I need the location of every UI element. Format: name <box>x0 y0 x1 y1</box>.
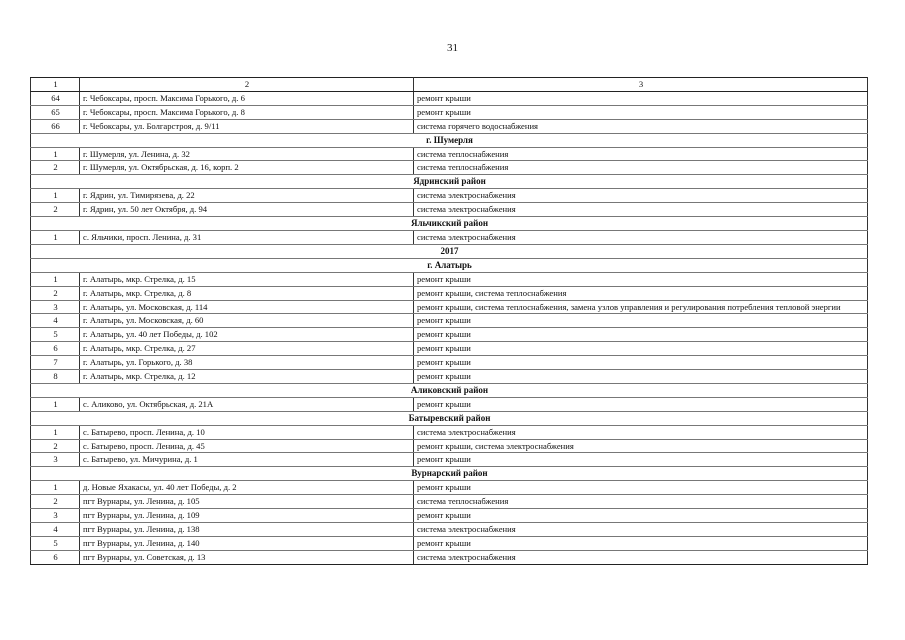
section-title: 2017 <box>31 244 868 258</box>
work-type-cell: ремонт крыши <box>414 536 868 550</box>
table-row <box>31 425 868 439</box>
row-number: 2 <box>31 286 80 300</box>
table-row <box>31 161 868 175</box>
column-header-1: 1 <box>31 78 80 92</box>
address-cell: г. Алатырь, ул. Горького, д. 38 <box>80 356 414 370</box>
row-number: 5 <box>31 328 80 342</box>
row-number: 2 <box>31 203 80 217</box>
table-row <box>31 286 868 300</box>
address-cell: с. Батырево, просп. Ленина, д. 45 <box>80 439 414 453</box>
address-cell: пгт Вурнары, ул. Ленина, д. 140 <box>80 536 414 550</box>
row-number: 6 <box>31 550 80 564</box>
address-cell: г. Алатырь, ул. Московская, д. 60 <box>80 314 414 328</box>
row-number: 64 <box>31 91 80 105</box>
address-cell: г. Ядрин, ул. Тимирязева, д. 22 <box>80 189 414 203</box>
work-type-cell: ремонт крыши <box>414 356 868 370</box>
row-number: 65 <box>31 105 80 119</box>
table-row <box>31 119 868 133</box>
row-number: 3 <box>31 453 80 467</box>
row-number: 3 <box>31 300 80 314</box>
section-title: г. Алатырь <box>31 258 868 272</box>
row-number: 1 <box>31 481 80 495</box>
work-type-cell: система электроснабжения <box>414 230 868 244</box>
address-cell: с. Батырево, ул. Мичурина, д. 1 <box>80 453 414 467</box>
table-row <box>31 439 868 453</box>
work-type-cell: система горячего водоснабжения <box>414 119 868 133</box>
table-row <box>31 203 868 217</box>
work-type-cell: ремонт крыши <box>414 397 868 411</box>
address-cell: пгт Вурнары, ул. Ленина, д. 138 <box>80 523 414 537</box>
row-number: 3 <box>31 509 80 523</box>
section-title: Ядринский район <box>31 175 868 189</box>
table-row <box>31 105 868 119</box>
work-type-cell: ремонт крыши, система теплоснабжения <box>414 286 868 300</box>
row-number: 1 <box>31 147 80 161</box>
table-row <box>31 536 868 550</box>
row-number: 1 <box>31 189 80 203</box>
address-cell: г. Чебоксары, ул. Болгарстроя, д. 9/11 <box>80 119 414 133</box>
section-header-row <box>31 217 868 231</box>
row-number: 4 <box>31 314 80 328</box>
work-type-cell: система теплоснабжения <box>414 161 868 175</box>
row-number: 8 <box>31 370 80 384</box>
row-number: 1 <box>31 272 80 286</box>
section-title: Батыревский район <box>31 411 868 425</box>
page-number: 31 <box>447 42 458 54</box>
address-cell: г. Алатырь, ул. Московская, д. 114 <box>80 300 414 314</box>
column-number-row <box>31 78 868 92</box>
row-number: 2 <box>31 439 80 453</box>
row-number: 7 <box>31 356 80 370</box>
table-row <box>31 189 868 203</box>
address-cell: г. Чебоксары, просп. Максима Горького, д. 6 <box>80 91 414 105</box>
work-type-cell: ремонт крыши <box>414 481 868 495</box>
row-number: 66 <box>31 119 80 133</box>
address-cell: г. Ядрин, ул. 50 лет Октября, д. 94 <box>80 203 414 217</box>
address-cell: г. Алатырь, мкр. Стрелка, д. 12 <box>80 370 414 384</box>
section-header-row <box>31 258 868 272</box>
table-row <box>31 314 868 328</box>
section-header-row <box>31 133 868 147</box>
table-row <box>31 300 868 314</box>
address-cell: г. Алатырь, ул. 40 лет Победы, д. 102 <box>80 328 414 342</box>
table-row <box>31 342 868 356</box>
row-number: 1 <box>31 230 80 244</box>
section-header-row <box>31 383 868 397</box>
address-cell: г. Алатырь, мкр. Стрелка, д. 27 <box>80 342 414 356</box>
work-type-cell: ремонт крыши, система электроснабжения <box>414 439 868 453</box>
work-type-cell: система теплоснабжения <box>414 495 868 509</box>
work-type-cell: ремонт крыши <box>414 91 868 105</box>
column-header-2: 2 <box>80 78 414 92</box>
table-row <box>31 481 868 495</box>
row-number: 1 <box>31 397 80 411</box>
table-row <box>31 230 868 244</box>
section-header-row <box>31 411 868 425</box>
address-cell: д. Новые Яхакасы, ул. 40 лет Победы, д. 2 <box>80 481 414 495</box>
repair-registry-table <box>30 77 868 565</box>
work-type-cell: ремонт крыши <box>414 272 868 286</box>
address-cell: с. Батырево, просп. Ленина, д. 10 <box>80 425 414 439</box>
table-row <box>31 550 868 564</box>
work-type-cell: ремонт крыши <box>414 342 868 356</box>
address-cell: г. Чебоксары, просп. Максима Горького, д. 8 <box>80 105 414 119</box>
address-cell: с. Аликово, ул. Октябрьская, д. 21А <box>80 397 414 411</box>
work-type-cell: система электроснабжения <box>414 550 868 564</box>
work-type-cell: ремонт крыши <box>414 314 868 328</box>
row-number: 2 <box>31 161 80 175</box>
work-type-cell: система теплоснабжения <box>414 147 868 161</box>
work-type-cell: ремонт крыши <box>414 453 868 467</box>
registry-body <box>31 91 868 564</box>
address-cell: пгт Вурнары, ул. Ленина, д. 105 <box>80 495 414 509</box>
work-type-cell: система электроснабжения <box>414 523 868 537</box>
address-cell: г. Шумерля, ул. Ленина, д. 32 <box>80 147 414 161</box>
work-type-cell: система электроснабжения <box>414 425 868 439</box>
work-type-cell: ремонт крыши, система теплоснабжения, замена узлов управления и регулирования потребления тепловой энергии <box>414 300 868 314</box>
table-row <box>31 147 868 161</box>
address-cell: пгт Вурнары, ул. Ленина, д. 109 <box>80 509 414 523</box>
section-title: Яльчикский район <box>31 217 868 231</box>
table-row <box>31 91 868 105</box>
address-cell: г. Алатырь, мкр. Стрелка, д. 8 <box>80 286 414 300</box>
work-type-cell: система электроснабжения <box>414 203 868 217</box>
row-number: 6 <box>31 342 80 356</box>
column-header-3: 3 <box>414 78 868 92</box>
work-type-cell: система электроснабжения <box>414 189 868 203</box>
section-header-row <box>31 175 868 189</box>
work-type-cell: ремонт крыши <box>414 370 868 384</box>
address-cell: пгт Вурнары, ул. Советская, д. 13 <box>80 550 414 564</box>
table-row <box>31 495 868 509</box>
section-title: Аликовский район <box>31 383 868 397</box>
table-row <box>31 453 868 467</box>
work-type-cell: ремонт крыши <box>414 509 868 523</box>
address-cell: г. Шумерля, ул. Октябрьская, д. 16, корп. 2 <box>80 161 414 175</box>
table-row <box>31 356 868 370</box>
table-row <box>31 509 868 523</box>
table-row <box>31 370 868 384</box>
work-type-cell: ремонт крыши <box>414 105 868 119</box>
section-title: Вурнарский район <box>31 467 868 481</box>
table-row <box>31 272 868 286</box>
section-header-row <box>31 244 868 258</box>
address-cell: с. Яльчики, просп. Ленина, д. 31 <box>80 230 414 244</box>
section-title: г. Шумерля <box>31 133 868 147</box>
row-number: 5 <box>31 536 80 550</box>
table-row <box>31 397 868 411</box>
address-cell: г. Алатырь, мкр. Стрелка, д. 15 <box>80 272 414 286</box>
table-row <box>31 328 868 342</box>
work-type-cell: ремонт крыши <box>414 328 868 342</box>
section-header-row <box>31 467 868 481</box>
row-number: 1 <box>31 425 80 439</box>
row-number: 4 <box>31 523 80 537</box>
row-number: 2 <box>31 495 80 509</box>
table-row <box>31 523 868 537</box>
